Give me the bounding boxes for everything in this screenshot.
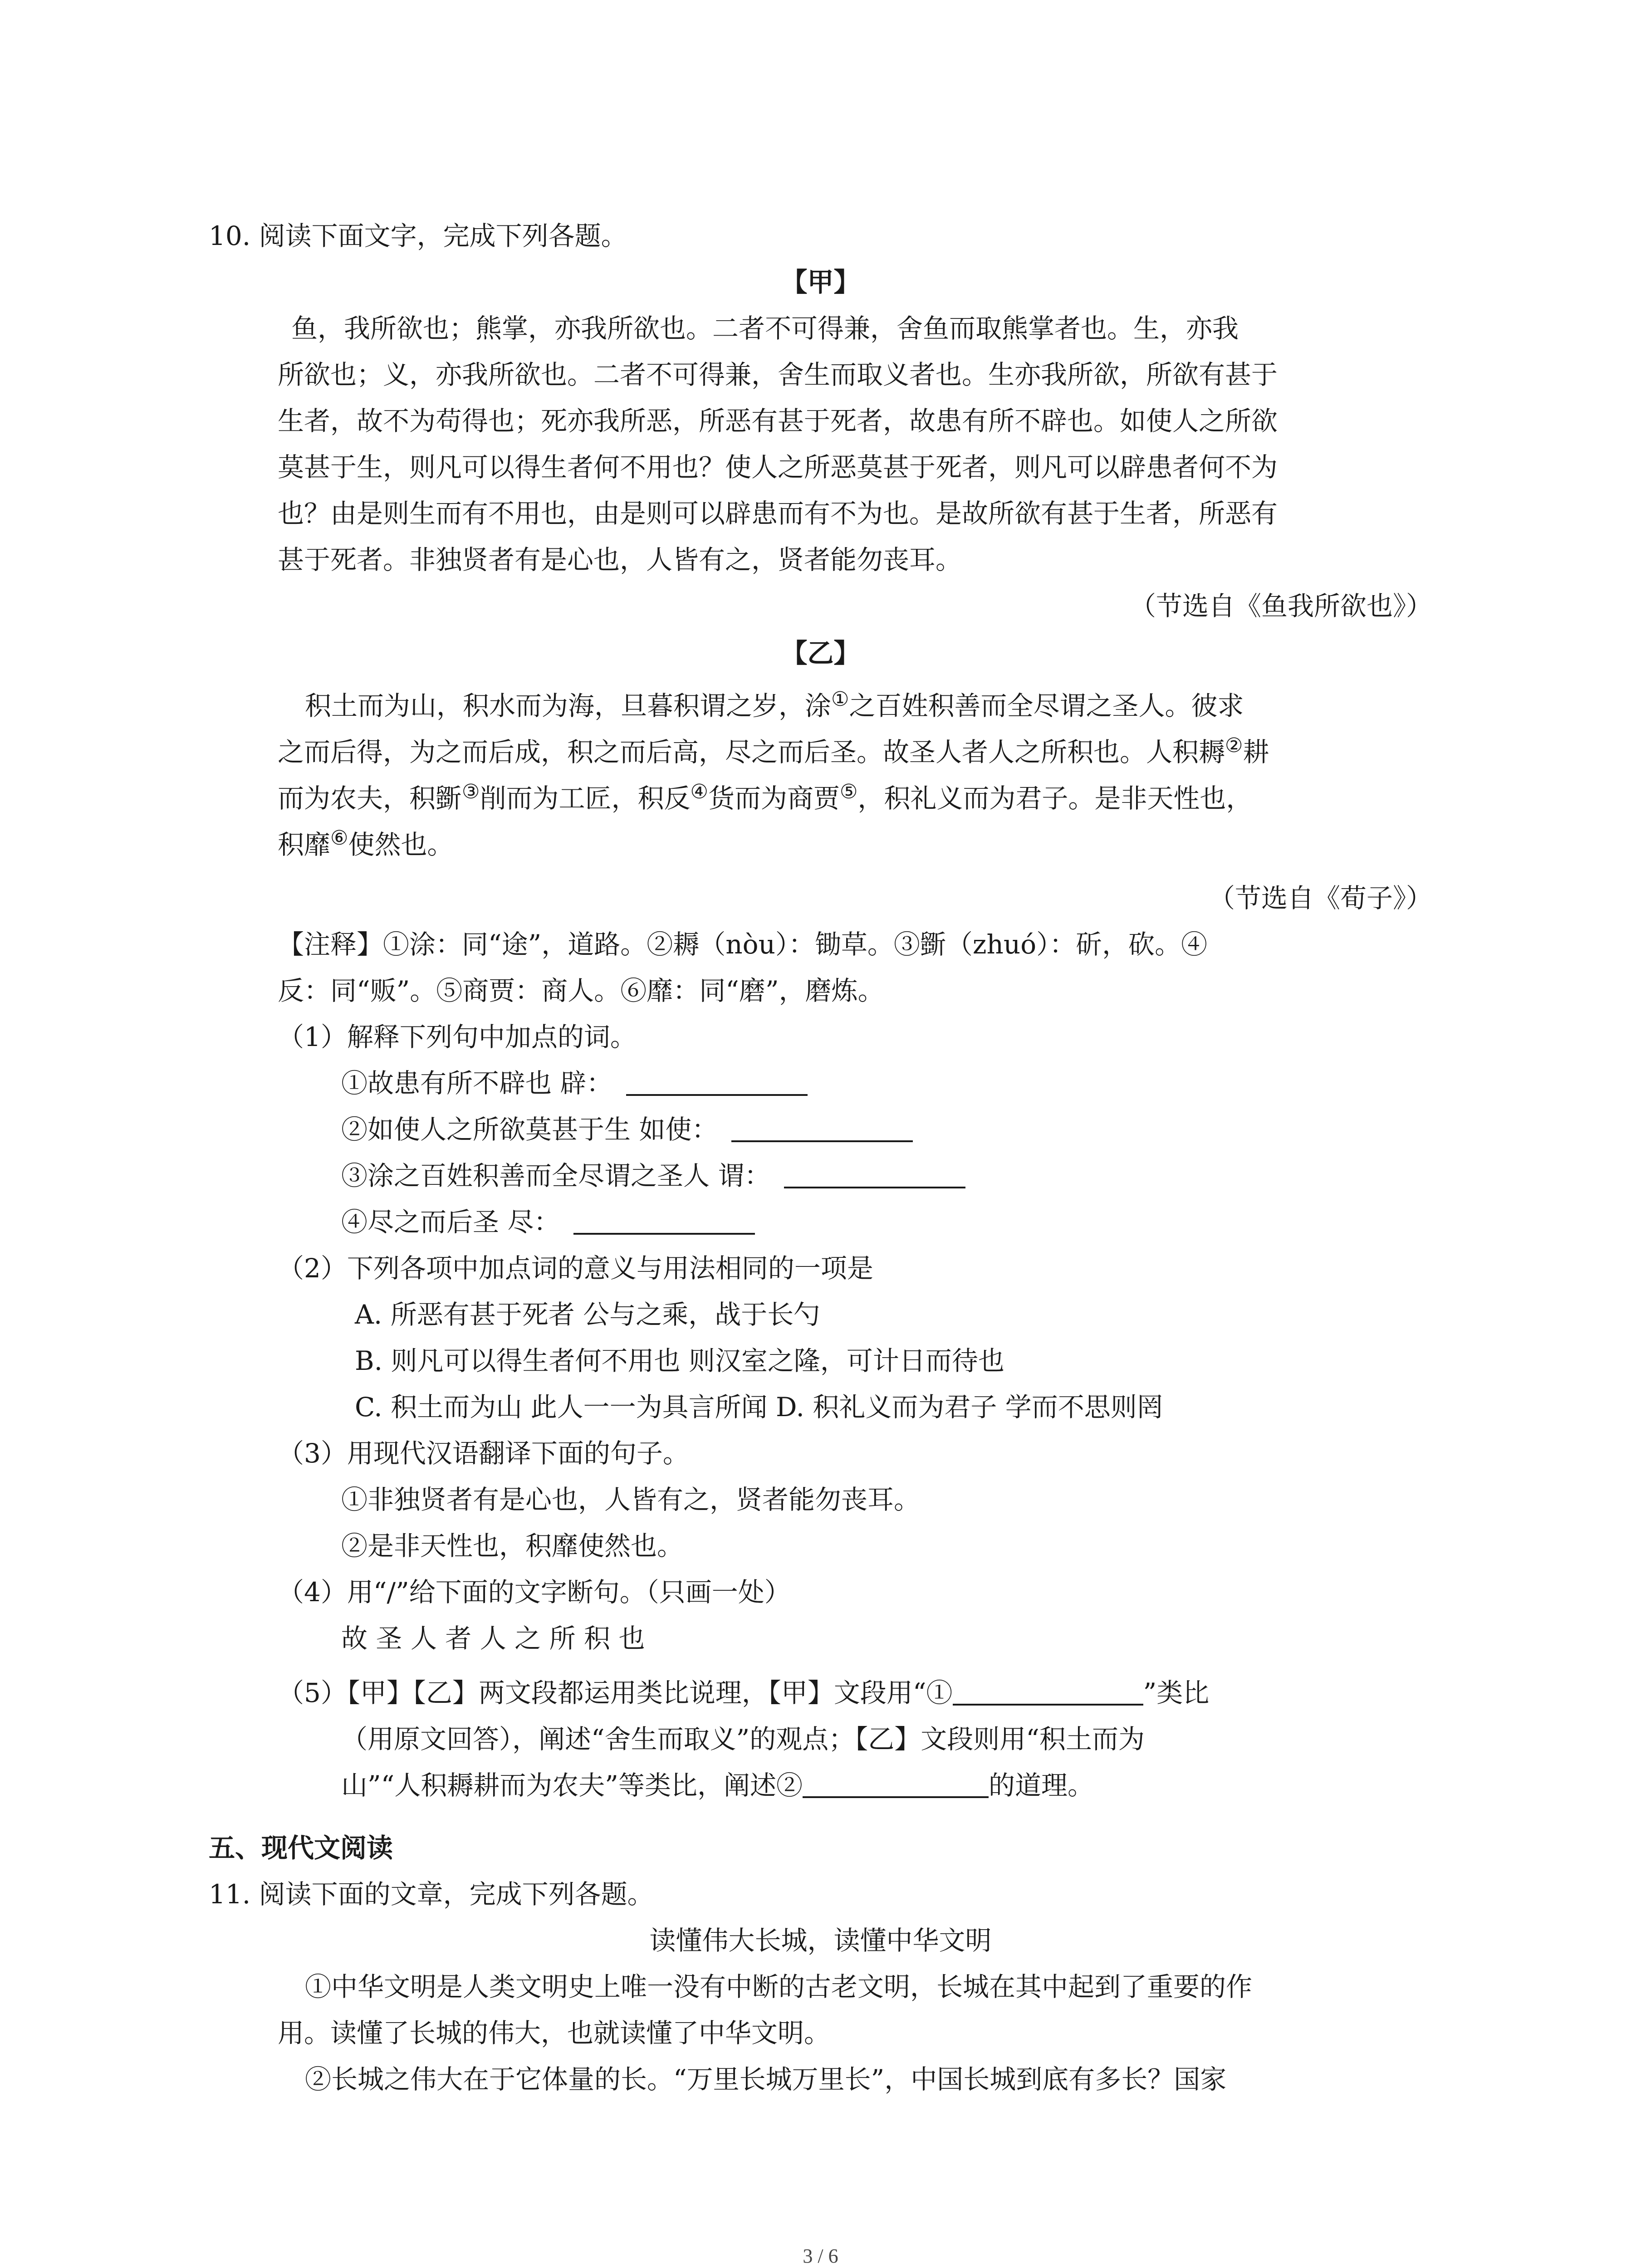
footnote-mark: ⑤ <box>839 780 858 803</box>
sub1-item: ②如使人之所欲莫甚于生 如使： <box>341 1107 913 1152</box>
sub2-title: （2）下列各项中加点词的意义与用法相同的一项是 <box>278 1253 873 1284</box>
footnote-mark: ④ <box>690 780 708 803</box>
option-b: B. 则凡可以得生者何不用也 则汉室之隆，可计日而待也 <box>355 1345 1004 1376</box>
sub1-item: ③涂之百姓积善而全尽谓之圣人 谓： <box>341 1153 965 1198</box>
section-title: 五、现代文阅读 <box>209 1833 393 1863</box>
jia-line: 甚于死者。非独贤者有是心也，人皆有之，贤者能勿丧耳。 <box>278 544 962 575</box>
jia-title: 【甲】 <box>781 267 860 298</box>
answer-blank[interactable] <box>803 1769 989 1798</box>
page-number: 3 / 6 <box>803 2245 838 2267</box>
article-line: ②长城之伟大在于它体量的长。“万里长城万里长”，中国长城到底有多长？国家 <box>305 2064 1227 2095</box>
yi-title: 【乙】 <box>781 638 860 669</box>
footnote-mark: ② <box>1225 734 1243 757</box>
footnote-mark: ③ <box>462 780 480 803</box>
answer-blank[interactable] <box>953 1677 1143 1706</box>
answer-blank[interactable] <box>731 1113 913 1142</box>
q11-heading: 11. 阅读下面的文章，完成下列各题。 <box>209 1879 654 1910</box>
sub5-line: （5）【甲】【乙】两文段都运用类比说理，【甲】文段用“① ”类比 <box>278 1677 1210 1708</box>
yi-source: （节选自《荀子》） <box>1208 883 1432 914</box>
jia-line: 也？由是则生而有不用也，由是则可以辟患而有不为也。是故所欲有甚于生者，所恶有 <box>278 498 1278 529</box>
sub1-item: ①故患有所不辟也 辟： <box>341 1061 808 1106</box>
answer-blank[interactable] <box>573 1206 755 1235</box>
article-line: ①中华文明是人类文明史上唯一没有中断的古老文明，长城在其中起到了重要的作 <box>305 1971 1253 2002</box>
article-title: 读懂伟大长城，读懂中华文明 <box>649 1925 992 1956</box>
option-cd: C. 积土而为山 此人一一为具言所闻 D. 积礼义而为君子 学而不思则罔 <box>355 1392 1163 1422</box>
sub4-text: 故 圣 人 者 人 之 所 积 也 <box>341 1623 645 1654</box>
jia-line: 所欲也；义，亦我所欲也。二者不可得兼，舍生而取义者也。生亦我所欲，所欲有甚于 <box>278 359 1278 390</box>
sub4-title: （4）用“/”给下面的文字断句。（只画一处） <box>278 1577 791 1608</box>
sub1-title: （1）解释下列句中加点的词。 <box>278 1022 637 1052</box>
jia-source: （节选自《鱼我所欲也》） <box>1129 591 1432 621</box>
jia-line: 鱼，我所欲也；熊掌，亦我所欲也。二者不可得兼，舍鱼而取熊掌者也。生，亦我 <box>291 313 1239 344</box>
footnote-mark: ⑥ <box>330 826 348 850</box>
option-a: A. 所恶有甚于死者 公与之乘，战于长勺 <box>355 1299 820 1330</box>
answer-blank[interactable] <box>626 1067 808 1096</box>
notes-line: 反：同“贩”。⑤商贾：商人。⑥靡：同“磨”，磨炼。 <box>278 975 884 1006</box>
sub5-line: （用原文回答），阐述“舍生而取义”的观点；【乙】文段则用“积土而为 <box>341 1724 1145 1755</box>
footnote-mark: ① <box>831 688 849 711</box>
sub1-item: ④尽之而后圣 尽： <box>341 1199 755 1245</box>
answer-blank[interactable] <box>784 1159 965 1188</box>
yi-line: 积靡⑥使然也。 <box>278 826 454 860</box>
q10-heading: 10. 阅读下面文字，完成下列各题。 <box>209 220 627 251</box>
jia-line: 莫甚于生，则凡可以得生者何不用也？使人之所恶莫甚于死者，则凡可以辟患者何不为 <box>278 452 1278 483</box>
sub3-title: （3）用现代汉语翻译下面的句子。 <box>278 1438 689 1469</box>
jia-line: 生者，故不为苟得也；死亦我所恶，所恶有甚于死者，故患有所不辟也。如使人之所欲 <box>278 406 1278 436</box>
yi-line: 积土而为山，积水而为海，旦暮积谓之岁，涂①之百姓积善而全尽谓之圣人。彼求 <box>305 688 1244 721</box>
notes-line: 【注释】①涂：同“途”，道路。②耨（nòu）：锄草。③斵（zhuó）：斫，砍。④ <box>278 929 1208 960</box>
sub3-item: ②是非天性也，积靡使然也。 <box>341 1530 684 1561</box>
yi-line: 之而后得，为之而后成，积之而后高，尽之而后圣。故圣人者人之所积也。人积耨②耕 <box>278 734 1269 767</box>
sub5-line: 山”“人积耨耕而为农夫”等类比，阐述② 的道理。 <box>341 1770 1094 1801</box>
sub3-item: ①非独贤者有是心也，人皆有之，贤者能勿丧耳。 <box>341 1484 921 1515</box>
yi-line: 而为农夫，积斵③削而为工匠，积反④货而为商贾⑤，积礼义而为君子。是非天性也， <box>278 780 1253 814</box>
article-line: 用。读懂了长城的伟大，也就读懂了中华文明。 <box>278 2018 831 2048</box>
